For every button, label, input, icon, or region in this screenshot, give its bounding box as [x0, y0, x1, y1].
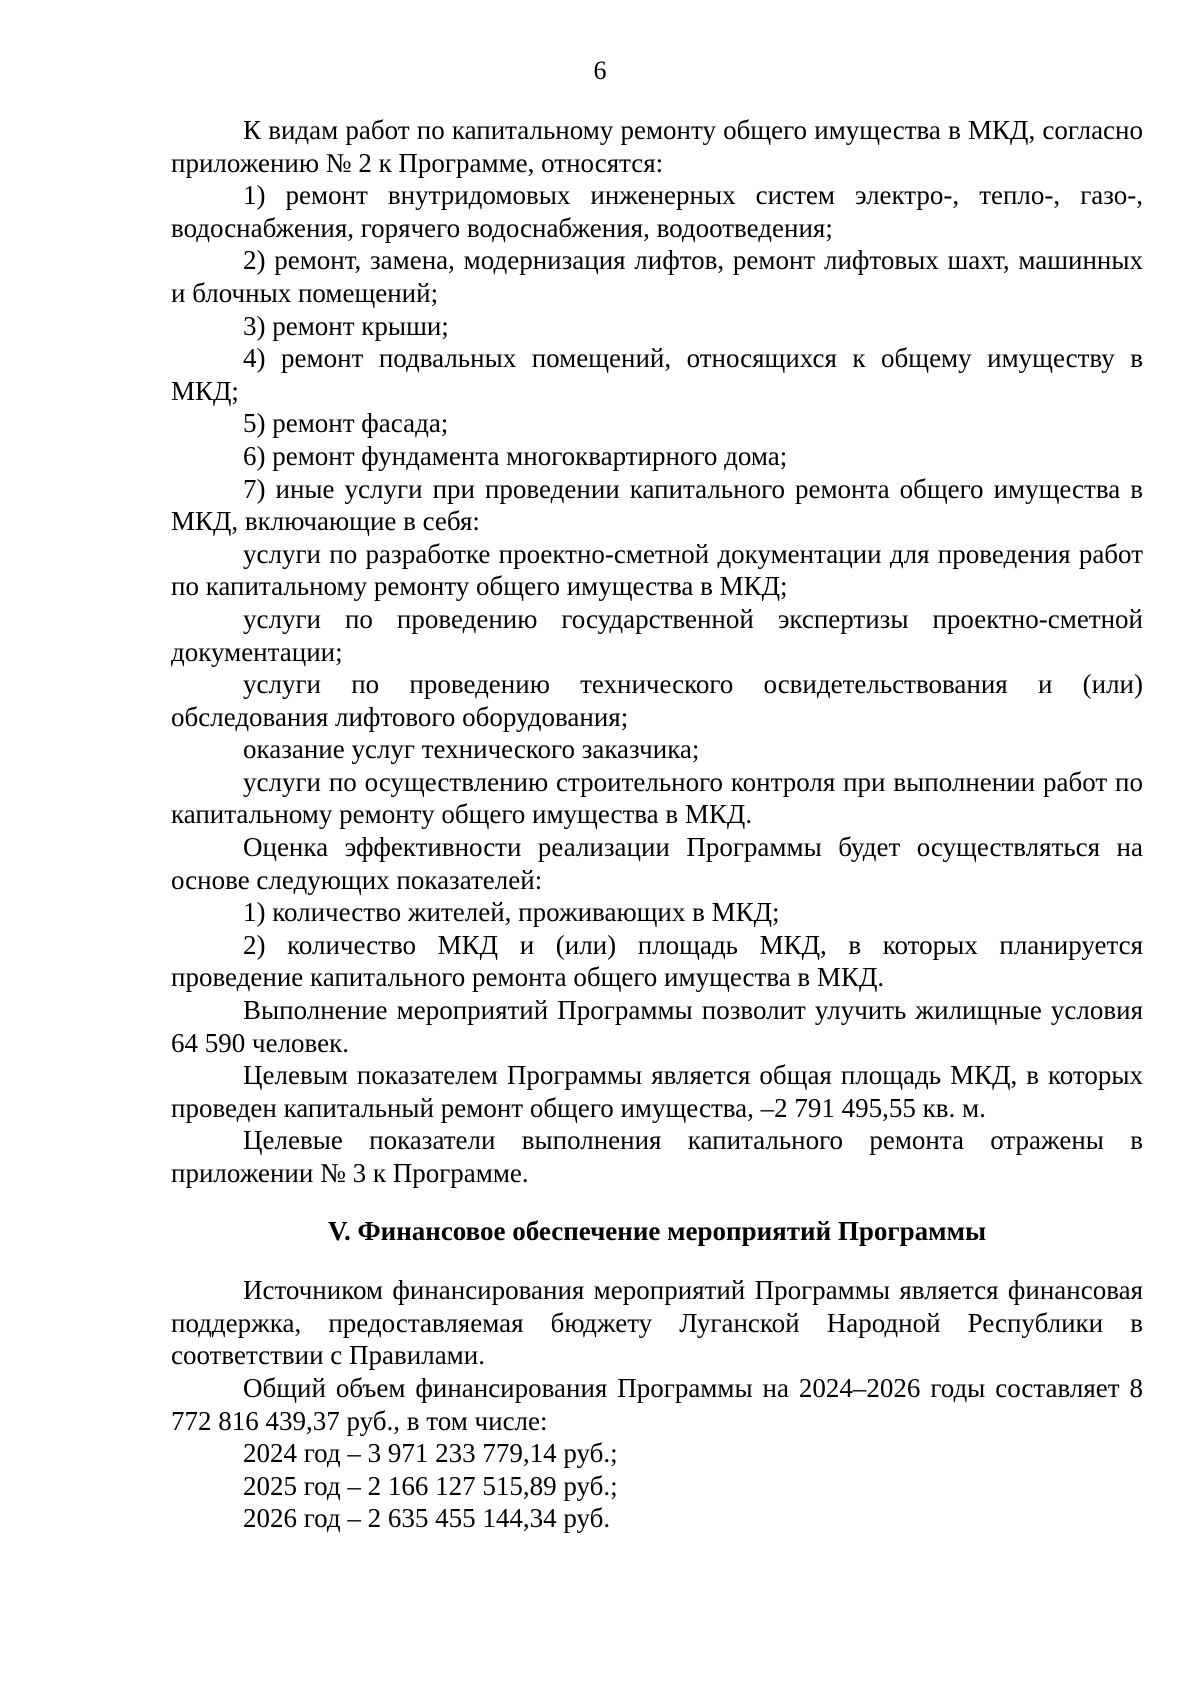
list-item-3-roof: 3) ремонт крыши;	[243, 310, 449, 341]
paragraph-work-types-intro: К видам работ по капитальному ремонту общего имущества в МКД, согласно приложению № 2 к Программе, относятся:	[171, 115, 1143, 178]
paragraph-living-conditions: Выполнение мероприятий Программы позволит улучить жилищные условия 64 590 человек.	[171, 995, 1143, 1058]
paragraph-efficiency-evaluation: Оценка эффективности реализации Программы будет осуществляться на основе следующих показателей:	[171, 832, 1143, 895]
funding-year-2025: 2025 год – 2 166 127 515,89 руб.;	[243, 1470, 618, 1501]
sub-item-state-expertise: услуги по проведению государственной экспертизы проектно-сметной документации;	[171, 603, 1143, 667]
sub-item-design-documentation: услуги по разработке проектно-сметной документации для проведения работ по капитальному ремонту общего имущества в МКД;	[171, 538, 1143, 602]
document-body	[171, 114, 1143, 1535]
list-item-2-elevators: 2) ремонт, замена, модернизация лифтов, ремонт лифтовых шахт, машинных и блочных помещений;	[171, 245, 1143, 308]
section-body-financing	[171, 1274, 1143, 1535]
indicator-2-buildings-area: 2) количество МКД и (или) площадь МКД, в которых планируется проведение капитального ремонта общего имущества в МКД.	[171, 929, 1143, 993]
sub-item-construction-control: услуги по осуществлению строительного контроля при выполнении работ по капитальному ремонту общего имущества в МКД.	[171, 766, 1143, 830]
list-item-7-other-services: 7) иные услуги при проведении капитального ремонта общего имущества в МКД, включающие в себя:	[171, 473, 1143, 537]
list-item-1-engineering-systems: 1) ремонт внутридомовых инженерных систем электро-, тепло-, газо-, водоснабжения, горячего водоснабжения, водоотведения;	[171, 180, 1143, 243]
indicator-1-residents: 1) количество жителей, проживающих в МКД;	[243, 897, 780, 928]
list-item-4-basements: 4) ремонт подвальных помещений, относящихся к общему имуществу в МКД;	[171, 343, 1143, 406]
paragraph-total-funding: Общий объем финансирования Программы на 2024–2026 годы составляет 8 772 816 439,37 руб., в том числе:	[171, 1372, 1143, 1436]
page-number: 6	[593, 56, 607, 85]
paragraph-target-indicator: Целевым показателем Программы является общая площадь МКД, в которых проведен капитальный ремонт общего имущества, –2 791 495,55 кв. м.	[171, 1060, 1143, 1123]
list-item-5-facade: 5) ремонт фасада;	[243, 408, 449, 439]
paragraph-target-indicators-appendix: Целевые показатели выполнения капитального ремонта отражены в приложении № 3 к Программе.	[171, 1125, 1143, 1188]
funding-year-2026: 2026 год – 2 635 455 144,34 руб.	[243, 1503, 611, 1534]
paragraph-funding-source: Источником финансирования мероприятий Программы является финансовая поддержка, предоставляемая бюджету Луганской Народной Республики в соответствии с Правилами.	[171, 1275, 1143, 1371]
sub-item-technical-customer: оказание услуг технического заказчика;	[243, 734, 700, 765]
section-heading-financing: V. Финансовое обеспечение мероприятий Программы	[327, 1215, 987, 1246]
sub-item-elevator-inspection: услуги по проведению технического освидетельствования и (или) обследования лифтового оборудования;	[171, 669, 1143, 732]
section-body-before	[171, 114, 1143, 1190]
list-item-6-foundation: 6) ремонт фундамента многоквартирного дома;	[243, 440, 788, 471]
funding-year-2024: 2024 год – 3 971 233 779,14 руб.;	[243, 1438, 618, 1469]
